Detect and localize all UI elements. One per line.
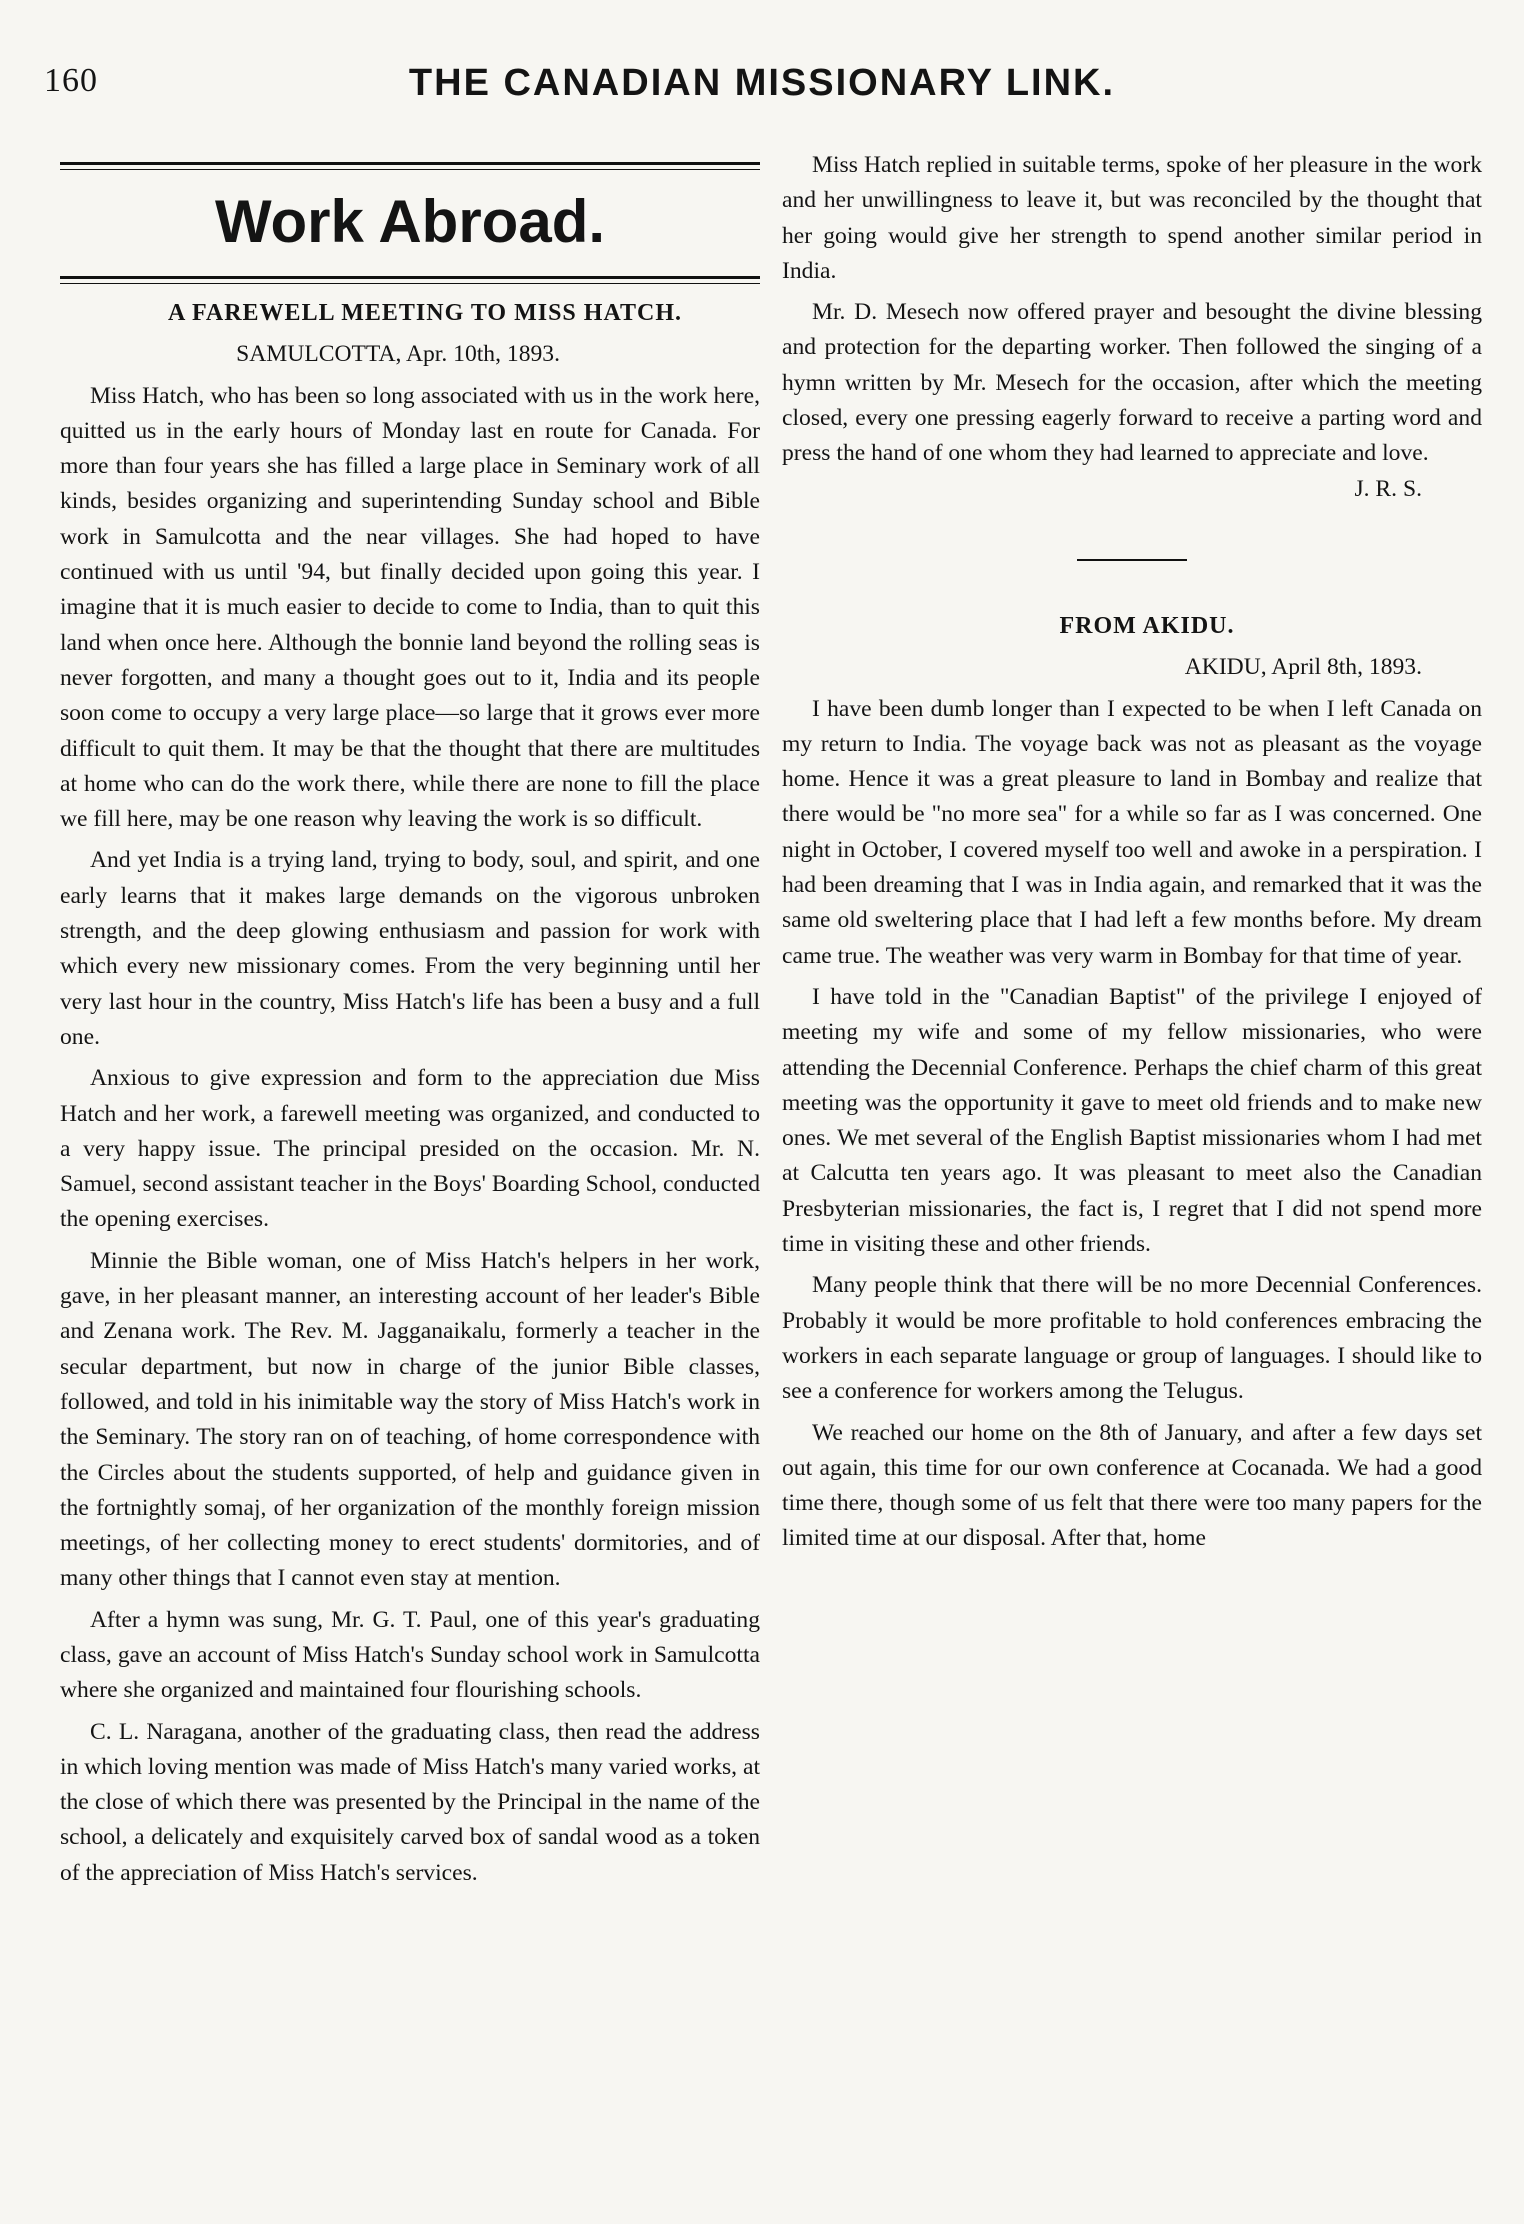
farewell-signature: J. R. S. (1354, 475, 1422, 502)
page-number: 160 (44, 62, 98, 99)
section-banner: Work Abroad. (214, 188, 606, 255)
page-header (36, 62, 1488, 118)
left-column (60, 150, 760, 1891)
banner-rule-bottom (60, 276, 760, 284)
farewell-article-title: A FAREWELL MEETING TO MISS HATCH. (168, 300, 682, 326)
farewell-paragraph: Mr. D. Mesech now offered prayer and besought the divine blessing and protection for the departing worker. Then followed the singing of a hymn written by Mr. Mesech for the occasion, after which the meeting closed, every one pressing eagerly forward to receive a parting word and press the hand of one whom they had learned to appreciate and love. (782, 299, 1482, 467)
farewell-paragraph: C. L. Naragana, another of the graduating class, then read the address in which loving mention was made of Miss Hatch's many varied works, at the close of which there was presented by the Principal in the name of the school, a delicately and exquisitely carved box of sandal wood as a token of the appreciation of Miss Hatch's services. (60, 1718, 760, 1886)
farewell-paragraph: Minnie the Bible woman, one of Miss Hatch's helpers in her work, gave, in her pleasant manner, an interesting account of her leader's Bible and Zenana work. The Rev. M. Jagganaikalu, formerly a teacher in the secular department, but now in charge of the junior Bible classes, followed, and told in his inimitable way the story of Miss Hatch's work in the Seminary. The story ran on of teaching, of home correspondence with the Circles about the students supported, of help and guidance given in the fortnightly somaj, of her organization of the monthly foreign mission meetings, of her collecting money to erect students' dormitories, and of many other things that I cannot even stay at mention. (60, 1247, 760, 1592)
banner-rule-top (60, 162, 760, 170)
akidu-paragraph: Many people think that there will be no more Decennial Conferences. Probably it would be more profitable to hold conferences embracing the workers in each separate language or group of languages. I should like to see a conference for workers among the Telugus. (782, 1272, 1482, 1405)
farewell-paragraph: Anxious to give expression and form to the appreciation due Miss Hatch and her work, a farewell meeting was organized, and conducted to a very happy issue. The principal presided on the occasion. Mr. N. Samuel, second assistant teacher in the Boys' Boarding School, conducted the opening exercises. (60, 1065, 760, 1233)
journal-title: THE CANADIAN MISSIONARY LINK. (408, 62, 1116, 104)
farewell-dateline: SAMULCOTTA, Apr. 10th, 1893. (236, 341, 560, 368)
farewell-paragraph: Miss Hatch replied in suitable terms, spoke of her pleasure in the work and her unwillingness to leave it, but was reconciled by the thought that her going would give her strength to spend another similar period in India. (782, 152, 1482, 284)
akidu-paragraph: We reached our home on the 8th of January, and after a few days set out again, this time for our own conference at Cocanada. We had a good time there, though some of us felt that there were too many papers for the limited time at our disposal. After that, home (782, 1419, 1482, 1552)
right-column (782, 148, 1482, 1557)
farewell-paragraph: And yet India is a trying land, trying to body, soul, and spirit, and one early learns that it makes large demands on the vigorous unbroken strength, and the deep glowing enthusiasm and passion for work with which every new missionary comes. From the very beginning until her very last hour in the country, Miss Hatch's life has been a busy and a full one. (60, 847, 760, 1050)
akidu-article-title: FROM AKIDU. (1059, 612, 1235, 639)
akidu-dateline: AKIDU, April 8th, 1893. (1184, 654, 1422, 681)
article-divider (1077, 559, 1187, 561)
akidu-paragraph: I have been dumb longer than I expected to be when I left Canada on my return to India. The voyage back was not as pleasant as the voyage home. Hence it was a great pleasure to land in Bombay and realize that there would be "no more sea" for a while so far as I was concerned. One night in October, I covered myself too well and awoke in a perspiration. I had been dreaming that I was in India again, and remarked that it was the same old sweltering place that I had left a few months before. My dream came true. The weather was very warm in Bombay for that time of year. (782, 695, 1482, 969)
farewell-paragraph: After a hymn was sung, Mr. G. T. Paul, one of this year's graduating class, gave an account of Miss Hatch's Sunday school work in Samulcotta where she organized and maintained four flourishing schools. (60, 1606, 760, 1704)
farewell-paragraph: Miss Hatch, who has been so long associated with us in the work here, quitted us in the early hours of Monday last en route for Canada. For more than four years she has filled a large place in Seminary work of all kinds, besides organizing and superintending Sunday school and Bible work in Samulcotta and the near villages. She had hoped to have continued with us until '94, but finally decided upon going this year. I imagine that it is much easier to decide to come to India, than to quit this land when once here. Although the bonnie land beyond the rolling seas is never forgotten, and many a thought goes out to it, India and its people soon come to occupy a very large place—so large that it grows ever more difficult to quit them. It may be that the thought that there are multitudes at home who can do the work there, while there are none to fill the place we fill here, may be one reason why leaving the work is so difficult. (60, 382, 760, 833)
akidu-paragraph: I have told in the "Canadian Baptist" of the privilege I enjoyed of meeting my wife and some of my fellow missionaries, who were attending the Decennial Conference. Perhaps the chief charm of this great meeting was the opportunity it gave to meet old friends and to make new ones. We met several of the English Baptist missionaries whom I had met at Calcutta ten years ago. It was pleasant to meet also the Canadian Presbyterian missionaries, the fact is, I regret that I did not spend more time in visiting these and other friends. (782, 983, 1482, 1258)
